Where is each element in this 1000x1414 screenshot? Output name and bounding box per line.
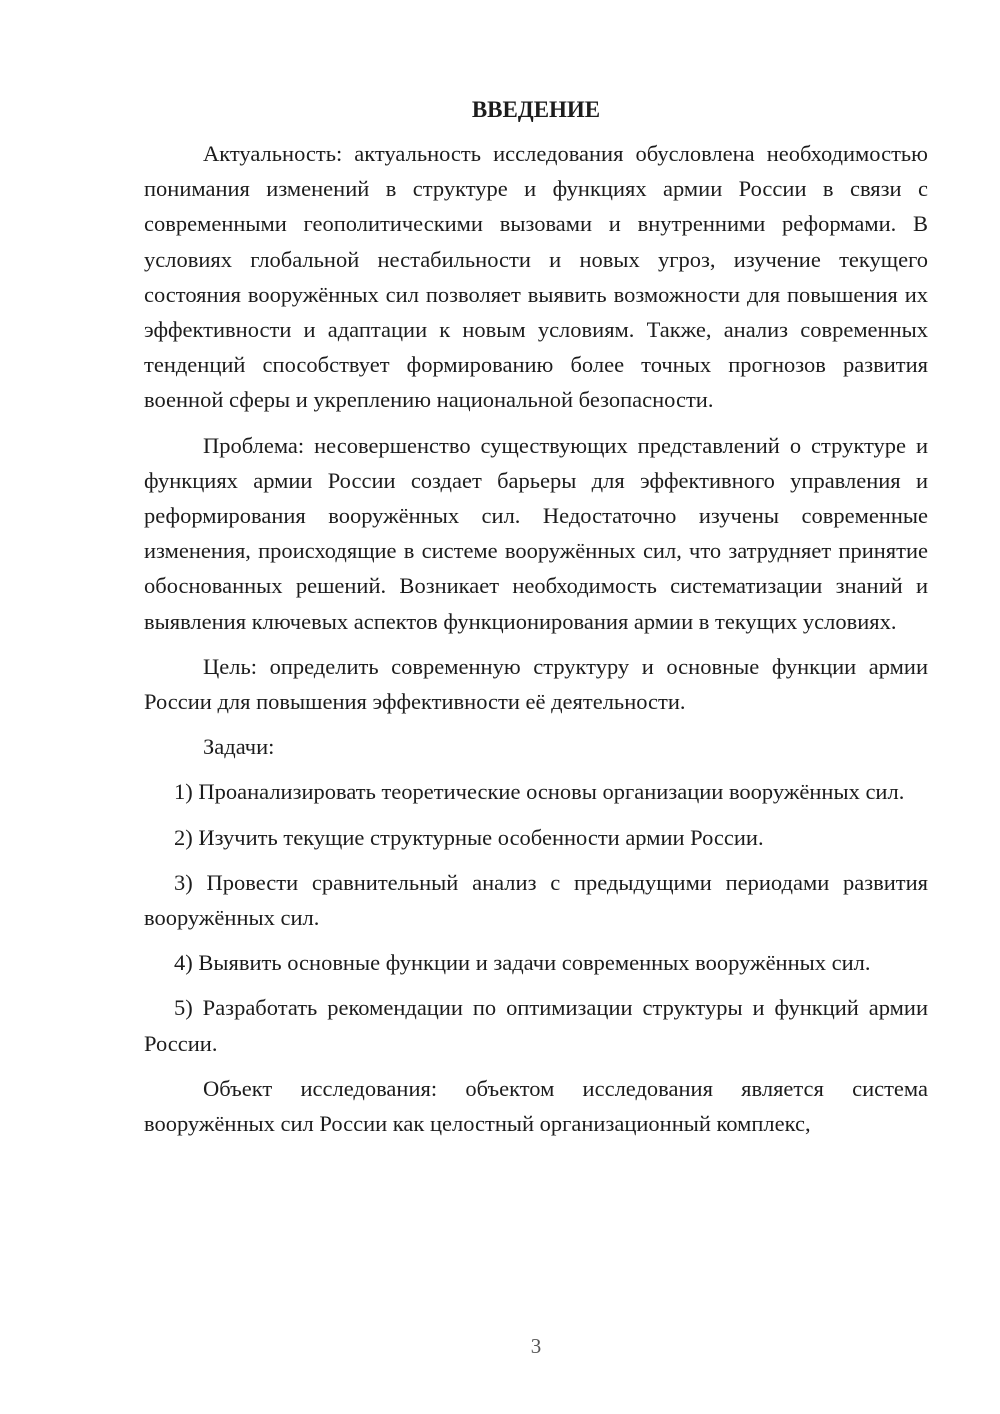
page-title: ВВЕДЕНИЕ xyxy=(471,97,601,122)
list-item-task-4: 4) Выявить основные функции и задачи современных вооружённых сил. xyxy=(174,950,871,976)
list-item-task-2: 2) Изучить текущие структурные особенности армии России. xyxy=(174,824,764,850)
paragraph-goal: Цель: определить современную структуру и основные функции армии России для повышения эффективности её деятельности. xyxy=(144,653,928,715)
paragraph-relevance: Актуальность: актуальность исследования обусловлена необходимостью понимания изменений в структуре и функциях армии России в связи с современными геополитическими вызовами и внутренними реформами. В условиях глобальной нестабильности и новых угроз, изучение текущего состояния вооружённых сил позволяет выявить возможности для повышения их эффективности и адаптации к новым условиям. Также, анализ современных тенденций способствует формированию более точных прогнозов развития военной сферы и укреплению национальной безопасности. xyxy=(144,141,928,413)
list-item-task-3: 3) Провести сравнительный анализ с предыдущими периодами развития вооружённых сил. xyxy=(144,869,928,931)
list-item-task-1: 1) Проанализировать теоретические основы организации вооружённых сил. xyxy=(174,779,905,805)
paragraph-problem: Проблема: несовершенство существующих представлений о структуре и функциях армии России создает барьеры для эффективного управления и реформирования вооружённых сил. Недостаточно изучены современные изменения, происходящие в системе вооружённых сил, что затрудняет принятие обоснованных решений. Возникает необходимость систематизации знаний и выявления ключевых аспектов функционирования армии в текущих условиях. xyxy=(144,432,928,634)
document-page xyxy=(144,92,928,1141)
tasks-heading: Задачи: xyxy=(203,734,275,760)
list-item-task-5: 5) Разработать рекомендации по оптимизации структуры и функций армии России. xyxy=(144,995,928,1056)
paragraph-object: Объект исследования: объектом исследования является система вооружённых сил России как целостный организационный комплекс, xyxy=(144,1075,928,1137)
page-number: 3 xyxy=(530,1334,542,1358)
